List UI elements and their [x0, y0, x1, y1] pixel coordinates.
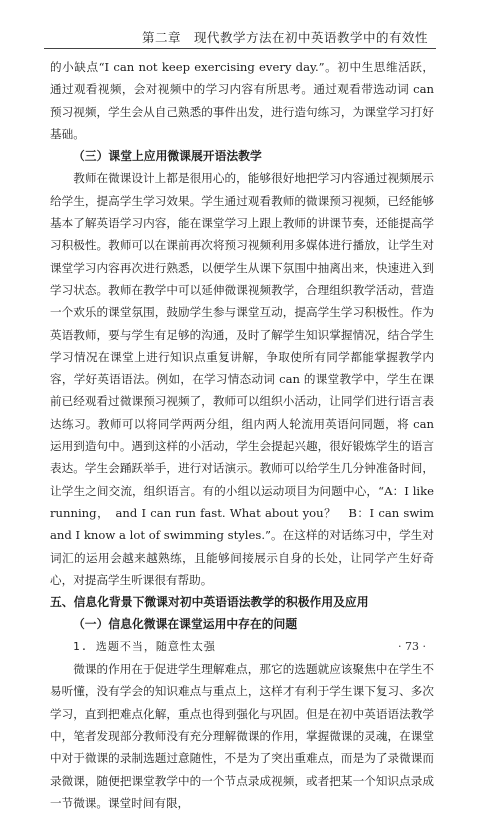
subsection-heading-1: 1. 选题不当，随意性太强 [73, 639, 216, 653]
page-number: · 73 · [398, 640, 426, 653]
section-heading-3: （三）课堂上应用微课展开语法教学 [73, 149, 262, 164]
running-header: 第二章 现代教学方法在初中英语教学中的有效性 [141, 30, 428, 45]
paragraph-classroom-grammar: 教师在微课设计上都是很用心的，能够很好地把学习内容通过视频展示给学生，提高学生学习效果。学生通过观看教师的微课预习视频，已经能够基本了解英语学习内容，能在课堂学习上跟上教师的讲课节奏，还能提高学习积极性。教师可以在课前再次将预习视频利用多媒体进行播放，让学生对课堂学习内容再次进行熟悉，以便学生从课下氛围中抽离出来，快速进入到学习状态。教师在教学中可以延伸微课视频教学，合理组织教学活动，营造一个欢乐的课堂氛围，鼓励学生参与课堂互动，提高学生学习积极性。作为英语教师，要与学生有足够的沟通，及时了解学生知识掌握情况，结合学生学习情况在课堂上进行知识点重复讲解，争取使所有同学都能掌握教学内容，学好英语语法。例如，在学习情态动词 can 的课堂教学中，学生在课前已经观看过微课预习视频了，教师可以组织小活动，让同学们进行语言表达练习。教师可以将同学两两分组，组内两人轮流用英语问同题，将 can 运用到造句中。遇到这样的小活动，学生会提起兴趣，很好锻炼学生的语言表达。学生会踊跃举手，进行对话演示。教师可以给学生几分钟准备时间，让学生之间交流，组织语言。有的小组以运动项目为问题中心，“A：I like running， and I can run fast. What about you？ B：I can swim and I know a lot of swimming styles.”。在这样的对话练习中，学生对词汇的运用会越来越熟练，且能够间接展示自身的长处，让同学产生好奇心，对提高学生听课很有帮助。 [50, 171, 434, 587]
paragraph-continued: 的小缺点“I can not keep exercising every day.”。初中生思维活跃，通过观看视频，会对视频中的学习内容有所思考。通过观看带选动词 can 预习视频，学生会从自己熟悉的事件出发，进行造句练习，为课堂学习打好基础。 [50, 60, 434, 141]
chapter-heading-5: 五、信息化背景下微课对初中英语语法教学的积极作用及应用 [50, 595, 369, 610]
header-rule [44, 48, 436, 49]
section-heading-5-1: （一）信息化微课在课堂运用中存在的问题 [73, 617, 298, 632]
paragraph-topic-selection: 微课的作用在于促进学生理解难点，那它的选题就应该聚焦中在学生不易听懂，没有学会的知识难点与重点上，这样才有利于学生课下复习、多次学习，直到把难点化解，重点也得到强化与巩固。但是在初中英语语法教学中，笔者发现部分教师没有充分理解微课的作用，掌握微课的灵魂，在课堂中对于微课的录制选题过意随性，不是为了突出重难点，而是为了录微课而录微课，随便把课堂教学中的一个节点录成视频，或者把某一个知识点录成一节微课。课堂时间有限， [50, 662, 434, 810]
page-body [50, 56, 434, 814]
